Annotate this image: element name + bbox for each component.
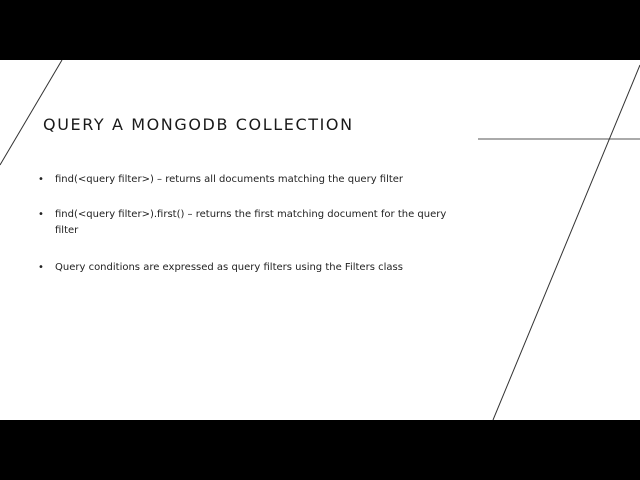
bullet-item xyxy=(38,172,458,188)
bullet-marker: • xyxy=(38,174,44,185)
bullet-text: Query conditions are expressed as query filters using the Filters class xyxy=(55,262,403,273)
presentation-slide xyxy=(0,60,640,420)
bullet-text: find(<query filter>).first() – returns the first matching document for the query filter xyxy=(55,209,447,236)
bullet-marker: • xyxy=(38,262,44,273)
letterbox-top xyxy=(0,0,640,60)
bullet-item xyxy=(38,207,458,239)
decorative-diagonal-left xyxy=(0,60,62,165)
decorative-diagonal-right xyxy=(493,65,640,420)
bullet-text: find(<query filter>) – returns all documents matching the query filter xyxy=(55,174,404,185)
bullet-list xyxy=(38,172,458,276)
bullet-marker: • xyxy=(38,209,44,220)
letterbox-bottom xyxy=(0,420,640,480)
slide-title: QUERY A MONGODB COLLECTION xyxy=(43,115,354,134)
bullet-item xyxy=(38,260,458,276)
